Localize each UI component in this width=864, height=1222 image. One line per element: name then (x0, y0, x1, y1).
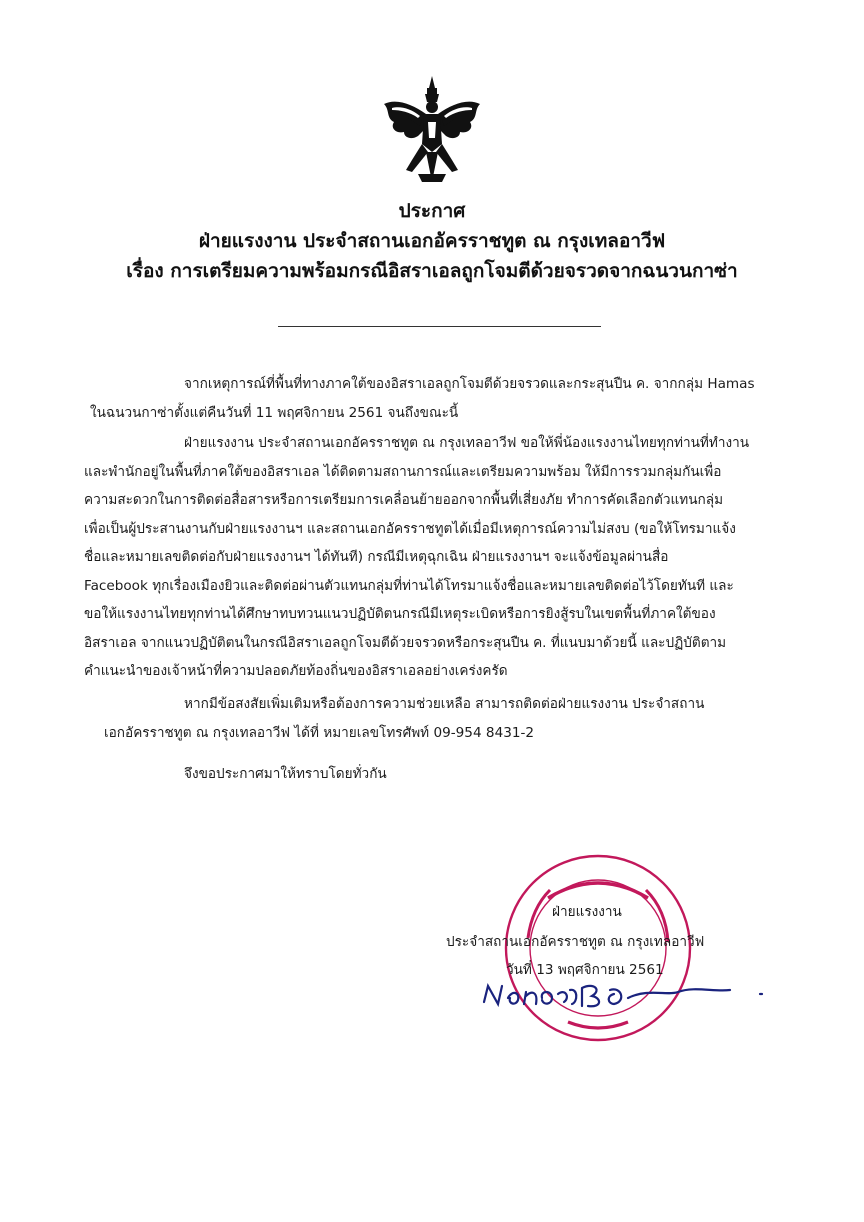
scan-speck (27, 1180, 31, 1184)
signature-dept: ฝ่ายแรงงาน (552, 904, 622, 920)
paragraph-line: จากเหตุการณ์ที่พื้นที่ทางภาคใต้ของอิสราเอลถูกโจมตีด้วยจรวดและกระสุนปืน ค. จากกลุ่ม Hamas (184, 376, 755, 392)
paragraph-line: ในฉนวนกาซ่าตั้งแต่คืนวันที่ 11 พฤศจิกายน 2561 จนถึงขณะนี้ (90, 404, 459, 421)
paragraph-line: ชื่อและหมายเลขติดต่อกับฝ่ายแรงงานฯ ได้ทันที) กรณีมีเหตุฉุกเฉิน ฝ่ายแรงงานฯ จะแจ้งข้อมูลผ่านสื่อ (84, 549, 669, 565)
paragraph-line: ความสะดวกในการติดต่อสื่อสารหรือการเตรียมการเคลื่อนย้ายออกจากพื้นที่เสี่ยงภัย ทำการคัดเลือกตัวแทนกลุ่ม (84, 492, 724, 508)
paragraph-1 (90, 370, 755, 427)
handwritten-signature (478, 968, 768, 1028)
title-block (0, 196, 864, 286)
title-divider (278, 326, 601, 327)
office-name: ฝ่ายแรงงาน ประจำสถานเอกอัครราชทูต ณ กรุงเทลอาวีฟ (198, 230, 666, 252)
closing-line (184, 760, 387, 789)
paragraph-3 (90, 690, 704, 747)
paragraph-line: ฝ่ายแรงงาน ประจำสถานเอกอัครราชทูต ณ กรุงเทลอาวีฟ ขอให้พี่น้องแรงงานไทยทุกท่านที่ทำงาน (184, 435, 750, 451)
closing-text: จึงขอประกาศมาให้ทราบโดยทั่วกัน (184, 766, 387, 782)
paragraph-line: และพำนักอยู่ในพื้นที่ภาคใต้ของอิสราเอล ได้ติดตามสถานการณ์และเตรียมความพร้อม ให้มีการรวมกลุ่มกันเพื่อ (84, 463, 722, 480)
paragraph-line: เอกอัครราชทูต ณ กรุงเทลอาวีฟ ได้ที่ หมายเลขโทรศัพท์ 09-954 8431-2 (104, 724, 535, 741)
paragraph-2 (84, 429, 749, 686)
paragraph-line: คำแนะนำของเจ้าหน้าที่ความปลอดภัยท้องถิ่นของอิสราเอลอย่างเคร่งครัด (84, 663, 508, 679)
paragraph-line: Facebook ทุกเรื่องเมืองยิวและติดต่อผ่านตัวแทนกลุ่มที่ท่านได้โทรมาแจ้งชื่อและหมายเลขติดต่อไว้โดยทันที และ (84, 577, 734, 594)
paragraph-line: อิสราเอล จากแนวปฏิบัติตนในกรณีอิสราเอลถูกโจมตีด้วยจรวดหรือกระสุนปืน ค. ที่แนบมาด้วยนี้ และปฏิบัติตาม (84, 634, 727, 651)
paragraph-line: เพื่อเป็นผู้ประสานงานกับฝ่ายแรงงานฯ และสถานเอกอัครราชทูตได้เมื่อมีเหตุการณ์ความไม่สงบ (ขอให้โทรมาแจ้ง (84, 520, 736, 537)
paragraph-line: หากมีข้อสงสัยเพิ่มเติมหรือต้องการความช่วยเหลือ สามารถติดต่อฝ่ายแรงงาน ประจำสถาน (184, 696, 705, 712)
garuda-emblem-icon (382, 74, 482, 190)
signature-office: ประจำสถานเอกอัครราชทูต ณ กรุงเทลอาวีฟ (446, 934, 705, 950)
signature-date: วันที่ 13 พฤศจิกายน 2561 (506, 962, 664, 978)
subject-line: เรื่อง การเตรียมความพร้อมกรณีอิสราเอลถูกโจมตีด้วยจรวดจากฉนวนกาซ่า (126, 260, 738, 282)
announcement-title: ประกาศ (398, 200, 466, 222)
paragraph-line: ขอให้แรงงานไทยทุกท่านได้ศึกษาทบทวนแนวปฏิบัติตนกรณีมีเหตุระเบิดหรือการยิงสู้รบในเขตพื้นที่ภาคใต้ของ (84, 606, 716, 622)
